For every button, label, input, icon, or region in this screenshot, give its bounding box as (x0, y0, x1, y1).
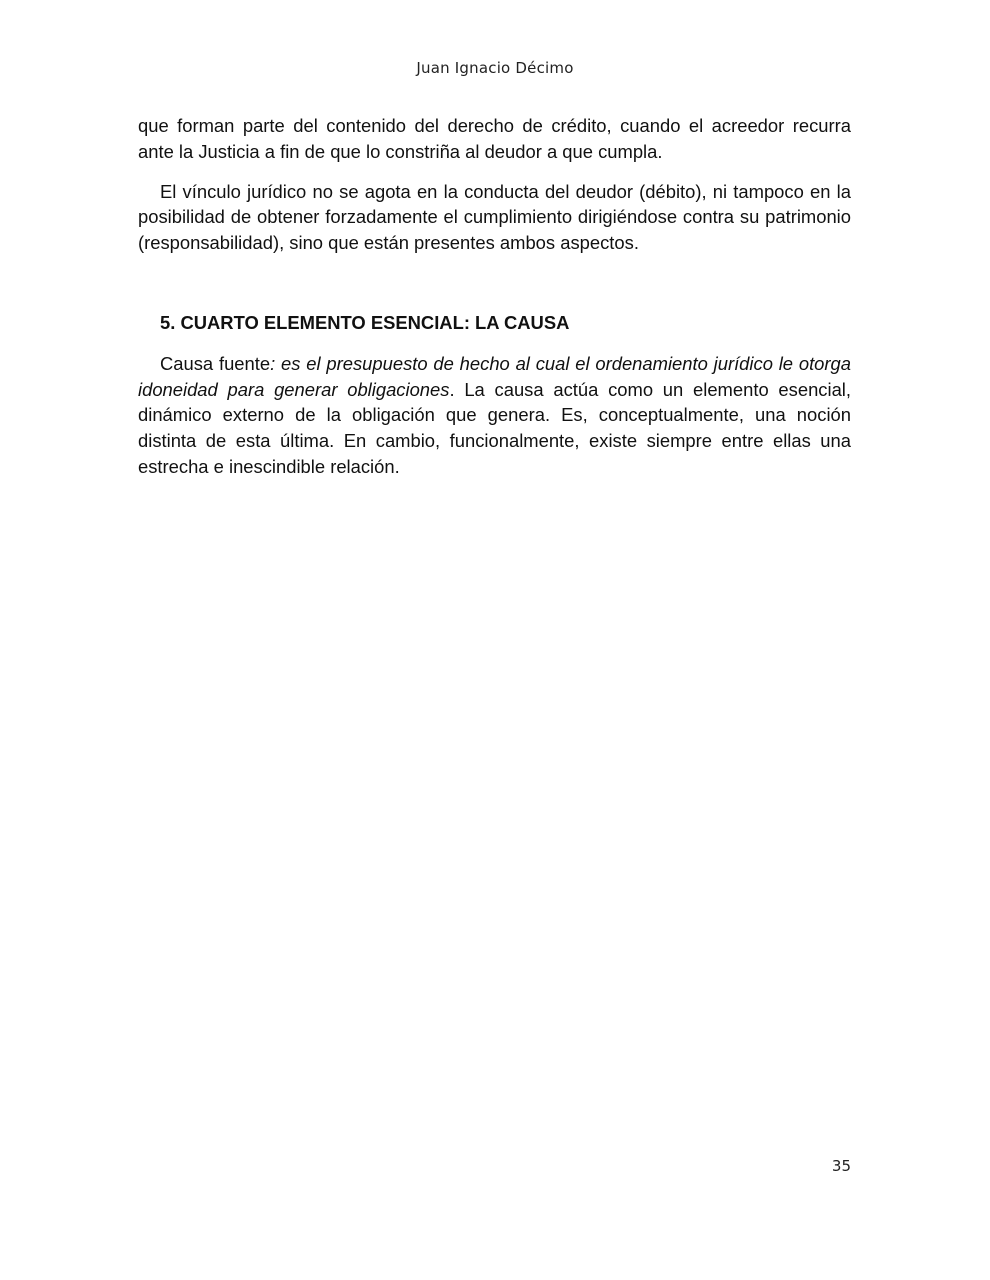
page-number: 35 (831, 1157, 851, 1175)
paragraph-vinculo-juridico: El vínculo jurídico no se agota en la conducta del deudor (débito), ni tampoco en la posibilidad de obtener forzadamente el cumplimiento dirigiéndose contra su patrimonio (responsabilidad), sino que están presentes ambos aspectos. (138, 180, 851, 254)
section-heading: 5. CUARTO ELEMENTO ESENCIAL: LA CAUSA (160, 311, 570, 333)
causa-fuente-definition: : es el presupuesto de hecho al cual el ordenamiento jurídico le otorga idoneidad para generar obligaciones (138, 352, 851, 400)
body-text (138, 113, 851, 480)
causa-fuente-lead: Causa fuente (160, 352, 271, 374)
paragraph-causa-fuente (138, 351, 851, 480)
paragraph-continuation: que forman parte del contenido del derecho de crédito, cuando el acreedor recurra ante la Justicia a fin de que lo constriña al deudor a que cumpla. (138, 115, 851, 162)
running-header: Juan Ignacio Décimo (416, 59, 574, 77)
causa-fuente-rest: . La causa actúa como un elemento esencial, dinámico externo de la obligación que genera. Es, conceptualmente, una noción distinta de esta última. En cambio, funcionalmente, existe siempre entre ellas una estrecha e inescindible relación. (138, 378, 852, 477)
